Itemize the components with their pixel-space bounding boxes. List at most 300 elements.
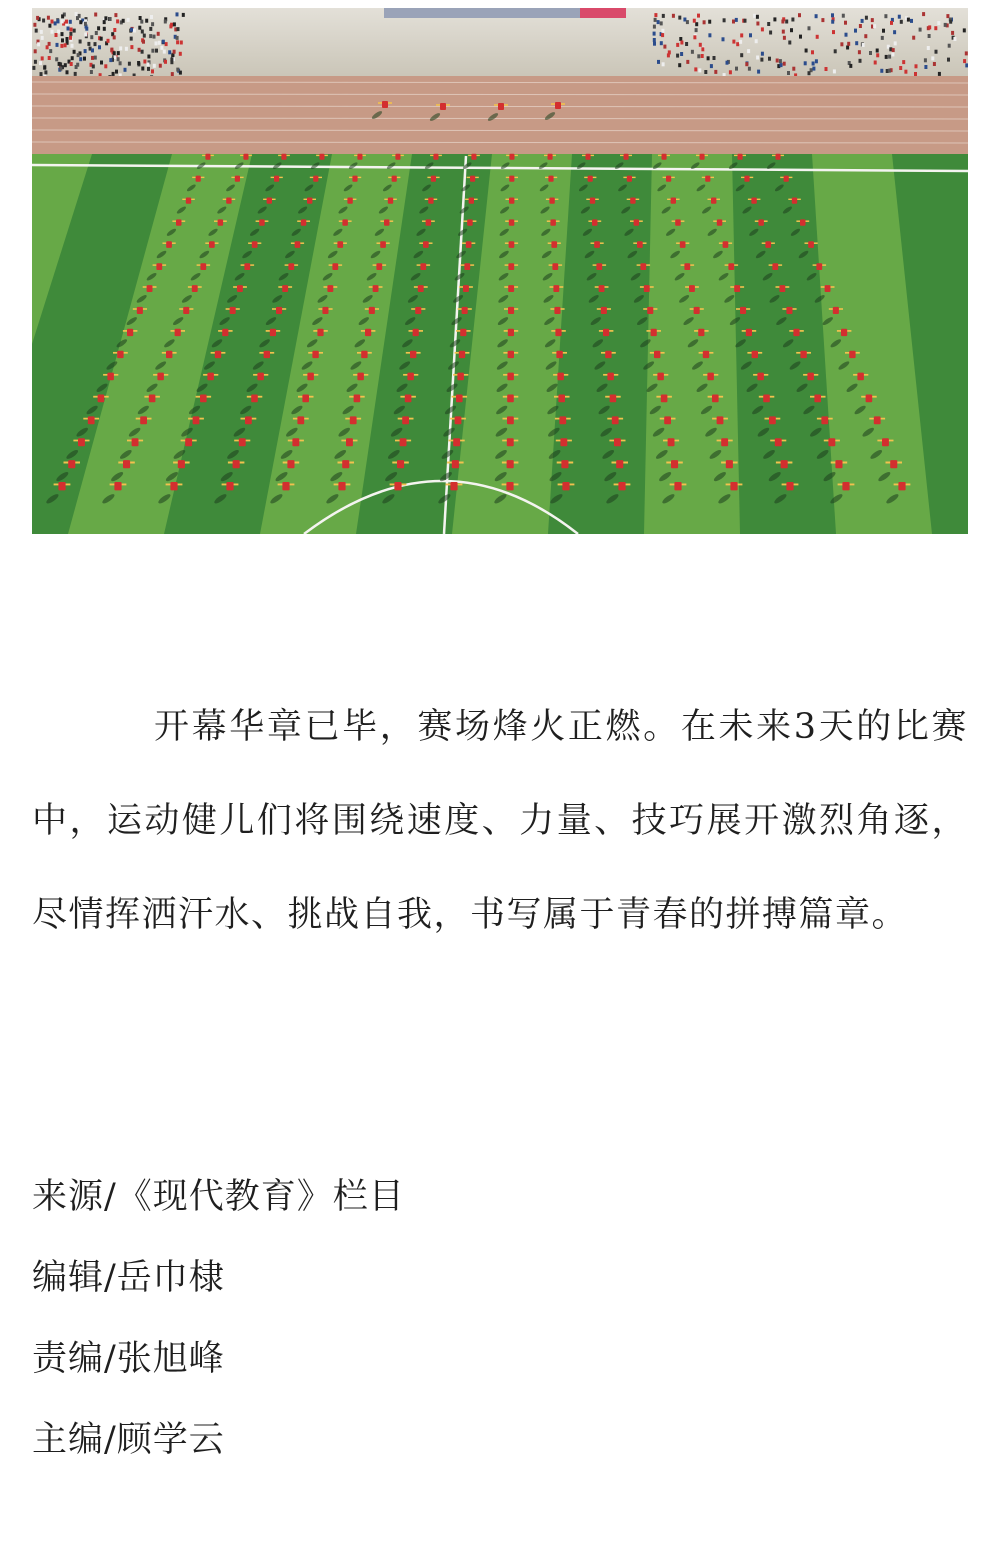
performer: [627, 176, 632, 182]
spectator: [182, 13, 185, 17]
performer: [548, 154, 553, 160]
spectator: [84, 33, 87, 37]
spectator: [799, 35, 802, 39]
performer: [637, 241, 643, 248]
spectator: [61, 32, 64, 36]
performer: [555, 102, 561, 109]
spectator: [965, 63, 968, 67]
spectator: [769, 31, 772, 35]
performer: [244, 263, 250, 270]
performer: [175, 329, 181, 336]
spectator: [39, 61, 42, 65]
spectator: [76, 16, 79, 20]
performer: [808, 241, 814, 248]
spectator: [657, 60, 660, 64]
performer: [342, 219, 348, 225]
spectator: [882, 29, 885, 33]
spectator: [869, 51, 872, 55]
performer: [553, 285, 559, 292]
spectator: [861, 19, 864, 23]
spectator: [686, 60, 689, 64]
spectator: [845, 33, 848, 37]
spectator: [147, 63, 150, 67]
spectator: [112, 72, 115, 76]
spectator: [116, 19, 119, 23]
spectator: [874, 61, 877, 65]
spectator: [141, 30, 144, 34]
performer: [312, 351, 318, 358]
performer: [357, 154, 362, 160]
performer: [233, 460, 240, 468]
spectator: [103, 20, 106, 24]
performer: [560, 438, 567, 446]
spectator: [904, 70, 907, 74]
performer: [327, 285, 333, 292]
performer: [453, 438, 460, 446]
performer: [156, 263, 162, 270]
spectator: [891, 52, 894, 56]
performer: [726, 460, 733, 468]
spectator: [56, 43, 59, 47]
spectator: [51, 30, 54, 34]
performer: [230, 307, 236, 314]
performer: [640, 263, 646, 270]
performance-formation-image: [32, 8, 968, 534]
performer: [117, 351, 123, 358]
performer: [457, 373, 464, 381]
spectator: [114, 13, 117, 17]
spectator: [117, 51, 120, 55]
spectator: [756, 56, 759, 60]
spectator: [825, 67, 828, 71]
credit-responsible-editor: 责编/张旭峰: [32, 1339, 225, 1379]
performer: [507, 416, 514, 424]
spectator: [143, 60, 146, 64]
spectator: [963, 59, 966, 63]
spectator: [846, 46, 849, 50]
spectator: [71, 56, 74, 60]
performer: [462, 307, 468, 314]
spectator: [94, 13, 97, 17]
spectator: [654, 13, 657, 17]
performer: [498, 103, 504, 110]
spectator: [888, 55, 891, 59]
spectator: [660, 21, 663, 25]
spectator: [103, 27, 106, 31]
performer: [549, 198, 554, 204]
credit-chief-editor: 主编/顾学云: [32, 1420, 225, 1460]
performer: [607, 373, 614, 381]
spectator: [767, 22, 770, 26]
spectator: [761, 52, 764, 56]
spectator: [699, 43, 702, 47]
performer: [459, 351, 465, 358]
spectator: [812, 62, 815, 66]
performer: [392, 176, 397, 182]
performer: [369, 307, 375, 314]
performer: [842, 482, 849, 490]
spectator: [140, 20, 143, 24]
spectator: [894, 41, 897, 45]
spectator: [756, 22, 759, 26]
performer: [418, 285, 424, 292]
spectator: [69, 32, 72, 36]
performer: [707, 373, 714, 381]
spectator: [697, 54, 700, 58]
spectator: [944, 23, 947, 27]
performer: [792, 198, 797, 204]
spectator: [892, 48, 895, 52]
performer: [413, 329, 419, 336]
performer: [237, 285, 243, 292]
spectator: [915, 64, 918, 68]
performer: [556, 351, 562, 358]
performer: [455, 416, 462, 424]
performer: [157, 373, 164, 381]
performer: [675, 219, 681, 225]
performer: [420, 263, 426, 270]
spectator: [776, 59, 779, 63]
performer: [744, 176, 749, 182]
spectator: [805, 49, 808, 53]
performer: [245, 416, 252, 424]
performer: [616, 460, 623, 468]
spectator: [787, 71, 790, 75]
performer: [185, 438, 192, 446]
spectator: [912, 36, 915, 40]
performer: [176, 219, 182, 225]
spectator: [676, 43, 679, 47]
performer: [132, 438, 139, 446]
performer: [740, 307, 746, 314]
spectator: [177, 27, 180, 31]
spectator: [927, 46, 930, 50]
performer: [828, 438, 835, 446]
spectator: [74, 72, 77, 76]
performer: [508, 285, 514, 292]
spectator: [680, 41, 683, 45]
spectator: [899, 66, 902, 70]
performer: [388, 198, 393, 204]
performer: [588, 176, 593, 182]
spectator: [32, 66, 35, 70]
spectator: [693, 19, 696, 23]
performer: [317, 329, 323, 336]
spectator: [119, 61, 122, 65]
spectator: [54, 21, 57, 25]
spectator: [94, 56, 97, 60]
performer: [508, 329, 514, 336]
performer: [405, 395, 412, 403]
performer: [634, 219, 640, 225]
spectator: [660, 41, 663, 45]
spectator: [79, 20, 82, 24]
performer: [470, 176, 475, 182]
spectator: [890, 21, 893, 25]
performer: [814, 395, 821, 403]
spectator: [653, 25, 656, 29]
spectator: [168, 50, 171, 54]
spectator: [138, 26, 141, 30]
performer: [259, 219, 265, 225]
spectator: [934, 26, 937, 30]
performer: [78, 438, 85, 446]
performer: [243, 154, 248, 160]
spectator: [117, 57, 120, 61]
performer: [307, 373, 314, 381]
spectator: [55, 33, 58, 37]
performer: [555, 329, 561, 336]
spectator: [164, 20, 167, 24]
performer: [603, 329, 609, 336]
performer: [215, 351, 221, 358]
spectator: [695, 28, 698, 32]
spectator: [77, 53, 80, 57]
performer: [661, 395, 668, 403]
performer: [274, 176, 279, 182]
performer: [601, 307, 607, 314]
performer: [559, 416, 566, 424]
performer: [866, 395, 873, 403]
spectator: [871, 18, 874, 22]
spectator: [151, 49, 154, 53]
spectator: [876, 49, 879, 53]
spectator: [657, 20, 660, 24]
performer: [466, 241, 472, 248]
stage-sign: [580, 8, 626, 18]
performer: [410, 351, 416, 358]
spectator: [663, 45, 666, 49]
spectator: [914, 72, 917, 76]
stage-banner: [384, 8, 580, 18]
performer: [426, 219, 432, 225]
spectator-area: [32, 8, 968, 80]
performer: [123, 460, 130, 468]
performer: [251, 395, 258, 403]
performer: [380, 241, 386, 248]
performer: [662, 154, 667, 160]
spectator: [34, 49, 37, 53]
spectator: [865, 16, 868, 20]
spectator: [153, 64, 156, 68]
performer: [590, 198, 595, 204]
spectator: [125, 47, 128, 51]
spectator: [701, 47, 704, 51]
spectator: [47, 16, 50, 20]
spectator: [691, 50, 694, 54]
spectator: [160, 46, 163, 50]
performer: [288, 263, 294, 270]
performer: [890, 460, 897, 468]
performer: [610, 395, 617, 403]
spectator: [924, 65, 927, 69]
spectator: [179, 52, 182, 56]
performer: [218, 219, 224, 225]
spectator: [701, 54, 704, 58]
spectator: [176, 36, 179, 40]
spectator: [844, 21, 847, 25]
spectator: [876, 53, 879, 57]
spectator: [170, 58, 173, 62]
spectator: [40, 72, 43, 76]
performer: [357, 373, 364, 381]
spectator: [128, 62, 131, 66]
spectator: [907, 18, 910, 22]
spectator: [816, 35, 819, 39]
spectator: [695, 22, 698, 26]
performer: [297, 416, 304, 424]
spectator: [922, 12, 925, 16]
spectator: [69, 20, 72, 24]
spectator: [61, 19, 64, 23]
performer: [270, 329, 276, 336]
spectator: [847, 42, 850, 46]
spectator: [48, 42, 51, 46]
performer: [680, 241, 686, 248]
spectator: [173, 50, 176, 54]
performer: [700, 154, 705, 160]
spectator: [811, 50, 814, 54]
performer: [694, 307, 700, 314]
performer: [178, 460, 185, 468]
performer: [800, 219, 806, 225]
spectator: [919, 28, 922, 32]
performer: [98, 395, 105, 403]
spectator: [159, 64, 162, 68]
spectator: [109, 17, 112, 21]
spectator: [653, 32, 656, 36]
performer: [554, 307, 560, 314]
performer: [833, 307, 839, 314]
performer: [346, 438, 353, 446]
performer: [508, 351, 514, 358]
spectator: [804, 61, 807, 65]
spectator: [155, 41, 158, 45]
spectator: [788, 41, 791, 45]
spectator: [888, 69, 891, 73]
spectator: [79, 40, 82, 44]
spectator: [678, 63, 681, 67]
performer: [509, 241, 515, 248]
performer: [450, 482, 457, 490]
performer: [322, 307, 328, 314]
spectator: [92, 64, 95, 68]
spectator: [147, 67, 150, 71]
performer: [68, 460, 75, 468]
spectator: [749, 33, 752, 37]
performer: [456, 395, 463, 403]
spectator: [61, 14, 64, 18]
spectator: [790, 28, 793, 32]
spectator: [694, 67, 697, 71]
performer: [382, 101, 388, 108]
performer: [857, 373, 864, 381]
spectator: [90, 70, 93, 74]
performer: [140, 416, 147, 424]
spectator: [710, 64, 713, 68]
performer: [712, 395, 719, 403]
spectator: [654, 18, 657, 22]
spectator: [119, 46, 122, 50]
performer: [239, 438, 246, 446]
spectator: [151, 22, 154, 26]
spectator: [963, 28, 966, 32]
spectator: [34, 60, 37, 64]
performer: [338, 482, 345, 490]
spectator: [662, 62, 665, 66]
performer: [717, 219, 723, 225]
performer: [657, 373, 664, 381]
performer: [463, 285, 469, 292]
spectator: [714, 70, 717, 74]
performer: [666, 176, 671, 182]
performer: [347, 198, 352, 204]
spectator: [740, 33, 743, 37]
performer: [337, 241, 343, 248]
performer: [332, 263, 338, 270]
performer: [562, 482, 569, 490]
performer: [395, 154, 400, 160]
performer: [507, 438, 514, 446]
performer: [644, 285, 650, 292]
spectator: [113, 35, 116, 39]
spectator: [840, 42, 843, 46]
spectator: [36, 16, 39, 20]
spectator: [735, 18, 738, 22]
spectator: [747, 49, 750, 53]
spectator: [732, 20, 735, 24]
spectator: [109, 58, 112, 62]
performer: [618, 482, 625, 490]
spectator: [48, 56, 51, 60]
spectator: [708, 33, 711, 37]
performer: [612, 416, 619, 424]
spectator: [902, 60, 905, 64]
spectator: [812, 67, 815, 71]
performer: [793, 329, 799, 336]
spectator: [100, 61, 103, 65]
spectator: [781, 20, 784, 24]
performer: [415, 307, 421, 314]
performer: [779, 285, 785, 292]
spectator: [41, 56, 44, 60]
spectator: [924, 58, 927, 62]
spectator: [910, 19, 913, 23]
spectator: [783, 62, 786, 66]
spectator: [697, 14, 700, 18]
spectator: [761, 27, 764, 31]
spectator: [141, 67, 144, 71]
performer: [738, 154, 743, 160]
spectator: [935, 50, 938, 54]
credit-source: 来源/《现代教育》栏目: [32, 1177, 405, 1217]
spectator: [698, 68, 701, 72]
spectator: [87, 42, 90, 46]
spectator: [808, 26, 811, 30]
performer: [397, 460, 404, 468]
spectator: [653, 42, 656, 46]
spectator: [162, 40, 165, 44]
performer: [703, 351, 709, 358]
performer: [668, 438, 675, 446]
spectator: [831, 20, 834, 24]
performer: [557, 373, 564, 381]
performer: [313, 176, 318, 182]
spectator: [137, 61, 140, 65]
performer: [469, 198, 474, 204]
spectator: [124, 68, 127, 72]
performer: [776, 154, 781, 160]
